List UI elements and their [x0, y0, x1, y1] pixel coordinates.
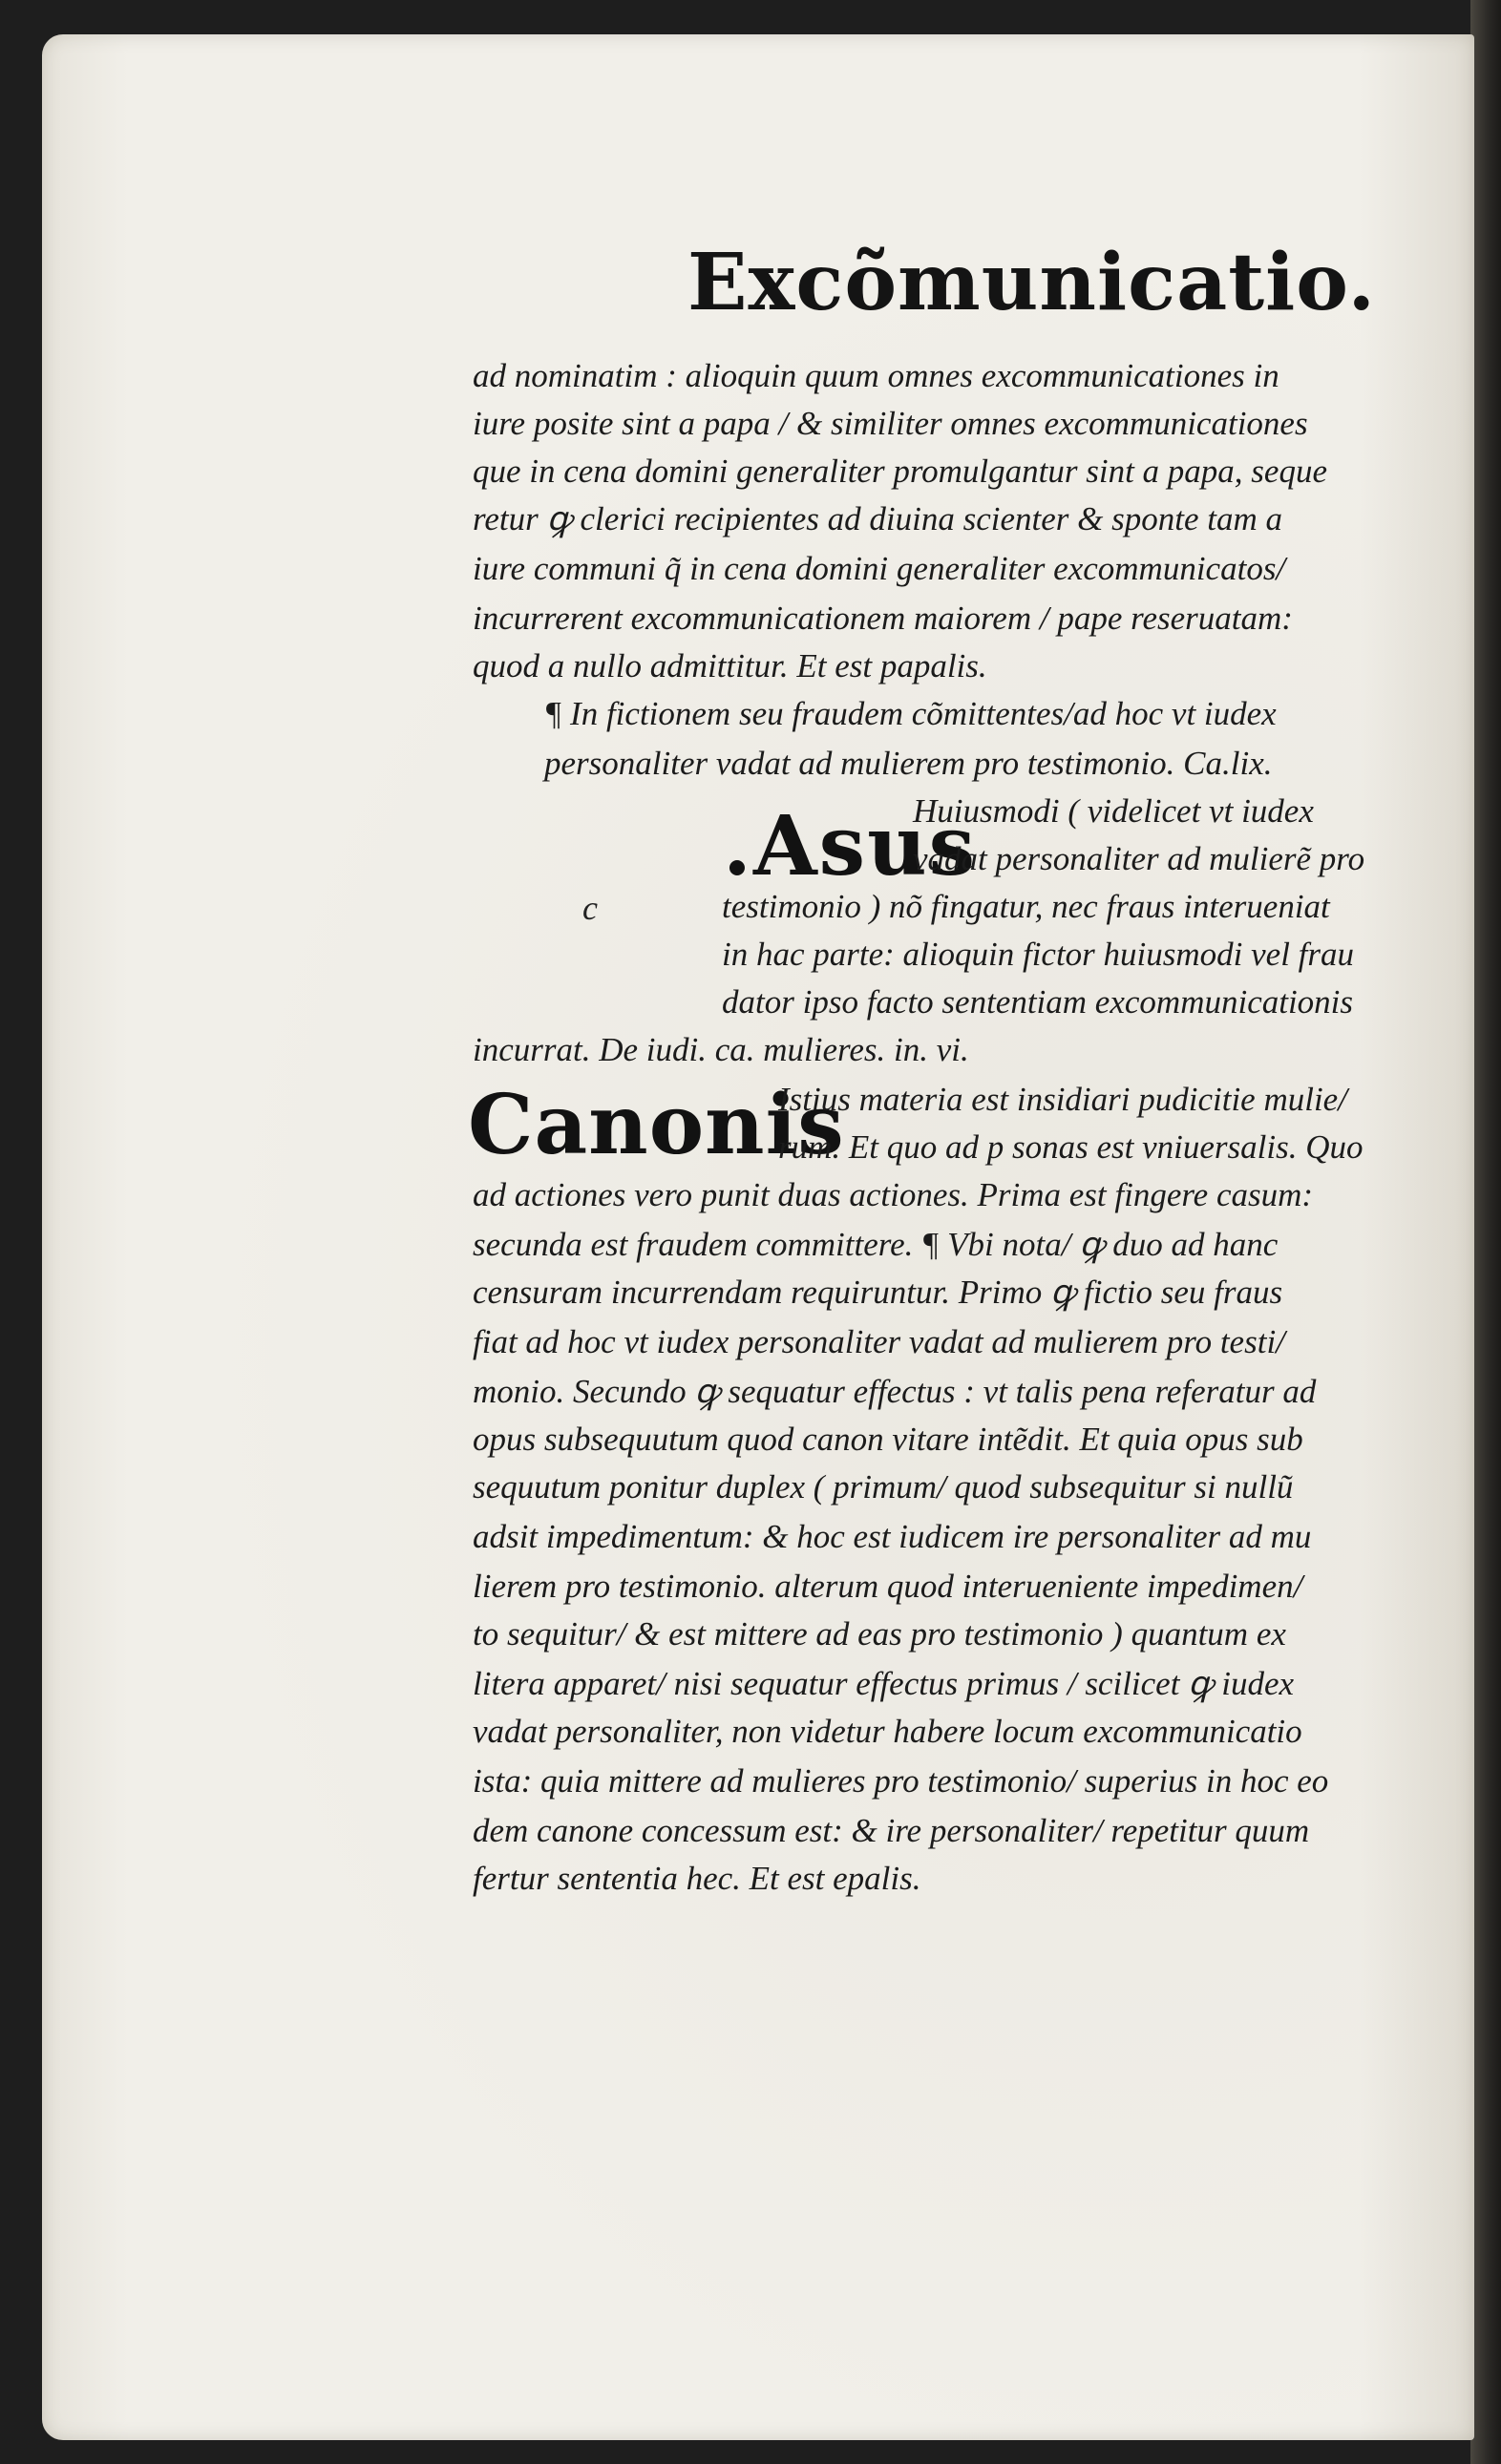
- text-line: in hac parte: alioquin fictor huiusmodi vel frau: [722, 936, 1355, 973]
- text-line: lierem pro testimonio. alterum quod interueniente impedimen/: [473, 1568, 1303, 1605]
- text-line: dem canone concessum est: & ire personaliter/ repetitur quum: [473, 1812, 1310, 1849]
- text-line: quod a nullo admittitur. Et est papalis.: [473, 647, 987, 684]
- text-line: vadat personaliter, non videtur habere locum excommunicatio: [473, 1713, 1302, 1750]
- text-line: to sequitur/ & est mittere ad eas pro testimonio ) quantum ex: [473, 1615, 1286, 1653]
- margin-letter: c: [582, 889, 598, 927]
- text-line: Istius materia est insidiari pudicitie mulie/: [778, 1081, 1347, 1118]
- decorated-initial: .Asus: [723, 798, 978, 895]
- text-line: fiat ad hoc vt iudex personaliter vadat ad mulierem pro testi/: [473, 1323, 1285, 1360]
- text-line: ¶ In fictionem seu fraudem cõmittentes/ad hoc vt iudex: [544, 695, 1277, 732]
- text-line: iure posite sint a papa / & similiter omnes excommunicationes: [473, 405, 1308, 442]
- decorated-initial: Canonis: [468, 1077, 845, 1173]
- text-line: sequutum ponitur duplex ( primum/ quod subsequitur si nullũ: [473, 1468, 1294, 1506]
- text-line: que in cena domini generaliter promulgantur sint a papa, seque: [473, 453, 1327, 490]
- text-line: rum. Et quo ad p sonas est vniuersalis. Quo: [778, 1128, 1364, 1166]
- text-line: ad nominatim : alioquin quum omnes excommunicationes in: [473, 357, 1279, 394]
- text-line: iure communi q̃ in cena domini generaliter excommunicatos/: [473, 550, 1286, 587]
- text-line: ista: quia mittere ad mulieres pro testimonio/ superius in hoc eo: [473, 1762, 1329, 1800]
- text-line: testimonio ) nõ fingatur, nec fraus interueniat: [722, 888, 1330, 925]
- text-line: incurrat. De iudi. ca. mulieres. in. vi.: [473, 1031, 969, 1068]
- text-line: ad actiones vero punit duas actiones. Prima est fingere casum:: [473, 1176, 1314, 1213]
- text-line: Huiusmodi ( videlicet vt iudex: [913, 792, 1314, 830]
- text-line: monio. Secundo ꝙ sequatur effectus : vt talis pena referatur ad: [473, 1373, 1317, 1410]
- text-line: retur ꝙ clerici recipientes ad diuina scienter & sponte tam a: [473, 500, 1282, 537]
- text-line: secunda est fraudem committere. ¶ Vbi nota/ ꝙ duo ad hanc: [473, 1226, 1279, 1263]
- text-line: incurrerent excommunicationem maiorem / pape reseruatam:: [473, 600, 1293, 637]
- text-line: opus subsequutum quod canon vitare intẽdit. Et quia opus sub: [473, 1421, 1303, 1458]
- text-line: litera apparet/ nisi sequatur effectus primus / scilicet ꝙ iudex: [473, 1665, 1295, 1702]
- scan-background-edge: [1470, 0, 1501, 2464]
- text-line: dator ipso facto sententiam excommunicationis: [722, 983, 1354, 1021]
- text-line: personaliter vadat ad mulierem pro testimonio. Ca.lix.: [544, 745, 1273, 782]
- text-line: adsit impedimentum: & hoc est iudicem ire personaliter ad mu: [473, 1518, 1312, 1555]
- text-line: vadat personaliter ad mulierẽ pro: [913, 840, 1365, 877]
- text-line: fertur sententia hec. Et est epalis.: [473, 1860, 921, 1897]
- text-line: censuram incurrendam requiruntur. Primo ꝙ fictio seu fraus: [473, 1274, 1283, 1311]
- page-title: Excõmunicatio.: [687, 237, 1377, 328]
